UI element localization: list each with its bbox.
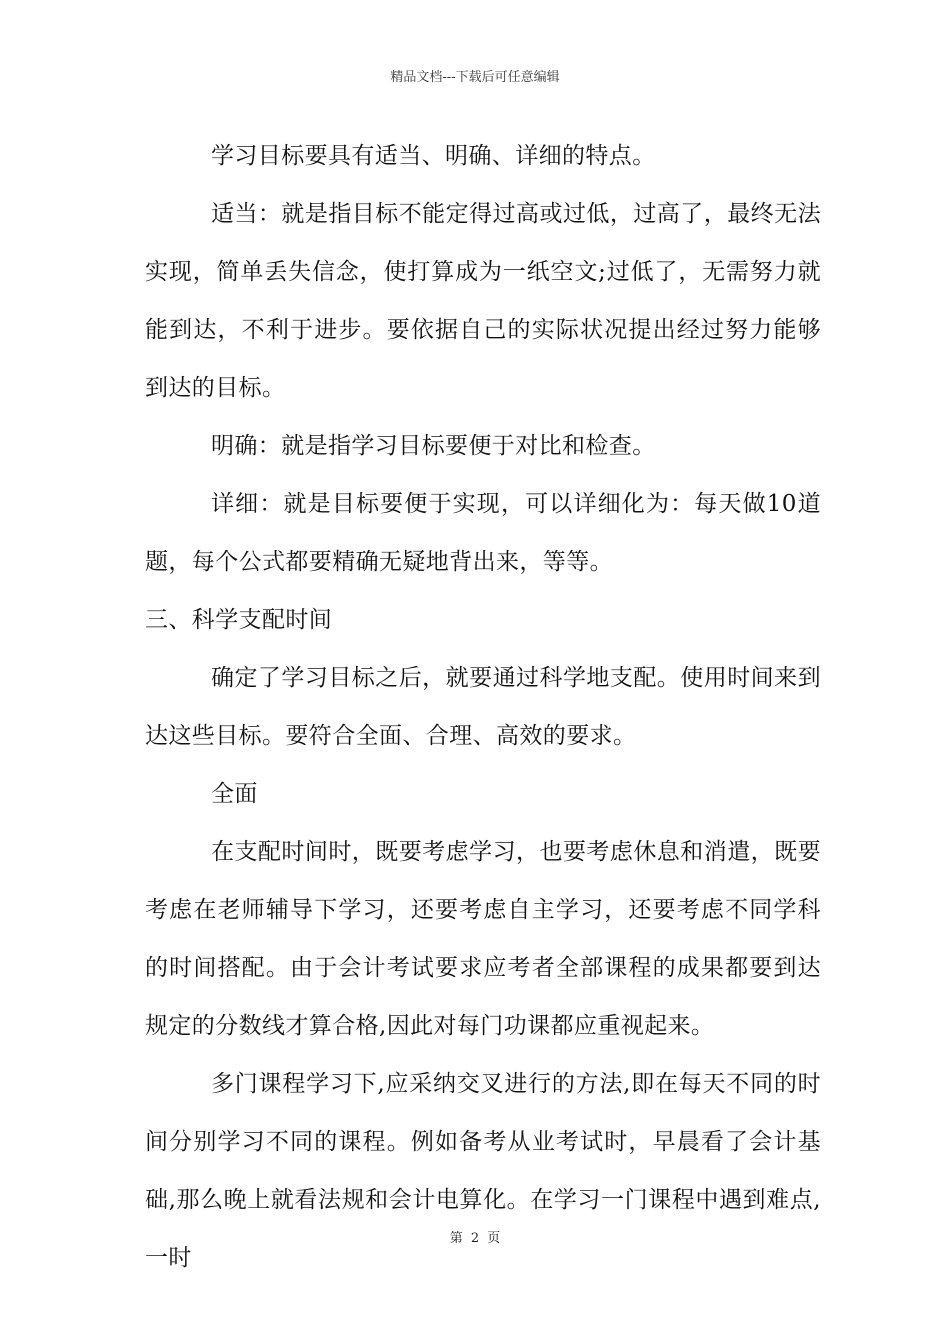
paragraph: 确定了学习目标之后，就要通过科学地支配。使用时间来到达这些目标。要符合全面、合理、高效的要求。 — [145, 665, 821, 749]
page-number: 2 — [470, 1231, 480, 1246]
paragraph: 适当：就是指目标不能定得过高或过低，过高了，最终无法实现，简单丢失信念，使打算成为一纸空文;过低了，无需努力就能到达，不利于进步。要依据自己的实际状况提出经过努力能够到达的目标。 — [145, 201, 821, 401]
paragraph: 详细：就是目标要便于实现，可以详细化为：每天做10道题，每个公式都要精确无疑地背出来，等等。 — [145, 491, 821, 575]
section-heading: 三、科学支配时间 — [145, 607, 333, 633]
paragraph: 学习目标要具有适当、明确、详细的特点。 — [211, 143, 656, 169]
paragraph: 在支配时间时，既要考虑学习，也要考虑休息和消遣，既要考虑在老师辅导下学习，还要考虑自主学习，还要考虑不同学科的时间搭配。由于会计考试要求应考者全部课程的成果都要到达规定的分数线才算合格,因此对每门功课都应重视起来。 — [145, 839, 821, 1039]
subheading: 全面 — [211, 781, 258, 807]
page-label-suffix: 页 — [487, 1231, 501, 1246]
paragraph: 多门课程学习下,应采纳交叉进行的方法,即在每天不同的时间分别学习不同的课程。例如备考从业考试时，早晨看了会计基础,那么晚上就看法规和会计电算化。在学习一门课程中遇到难点,一时 — [145, 1071, 821, 1271]
page-header: 精品文档---下载后可任意编辑 — [390, 70, 560, 85]
paragraph: 明确：就是指学习目标要便于对比和检查。 — [211, 433, 656, 459]
page-footer — [0, 1227, 950, 1246]
document-body — [145, 127, 821, 1287]
page-label-prefix: 第 — [449, 1231, 463, 1246]
